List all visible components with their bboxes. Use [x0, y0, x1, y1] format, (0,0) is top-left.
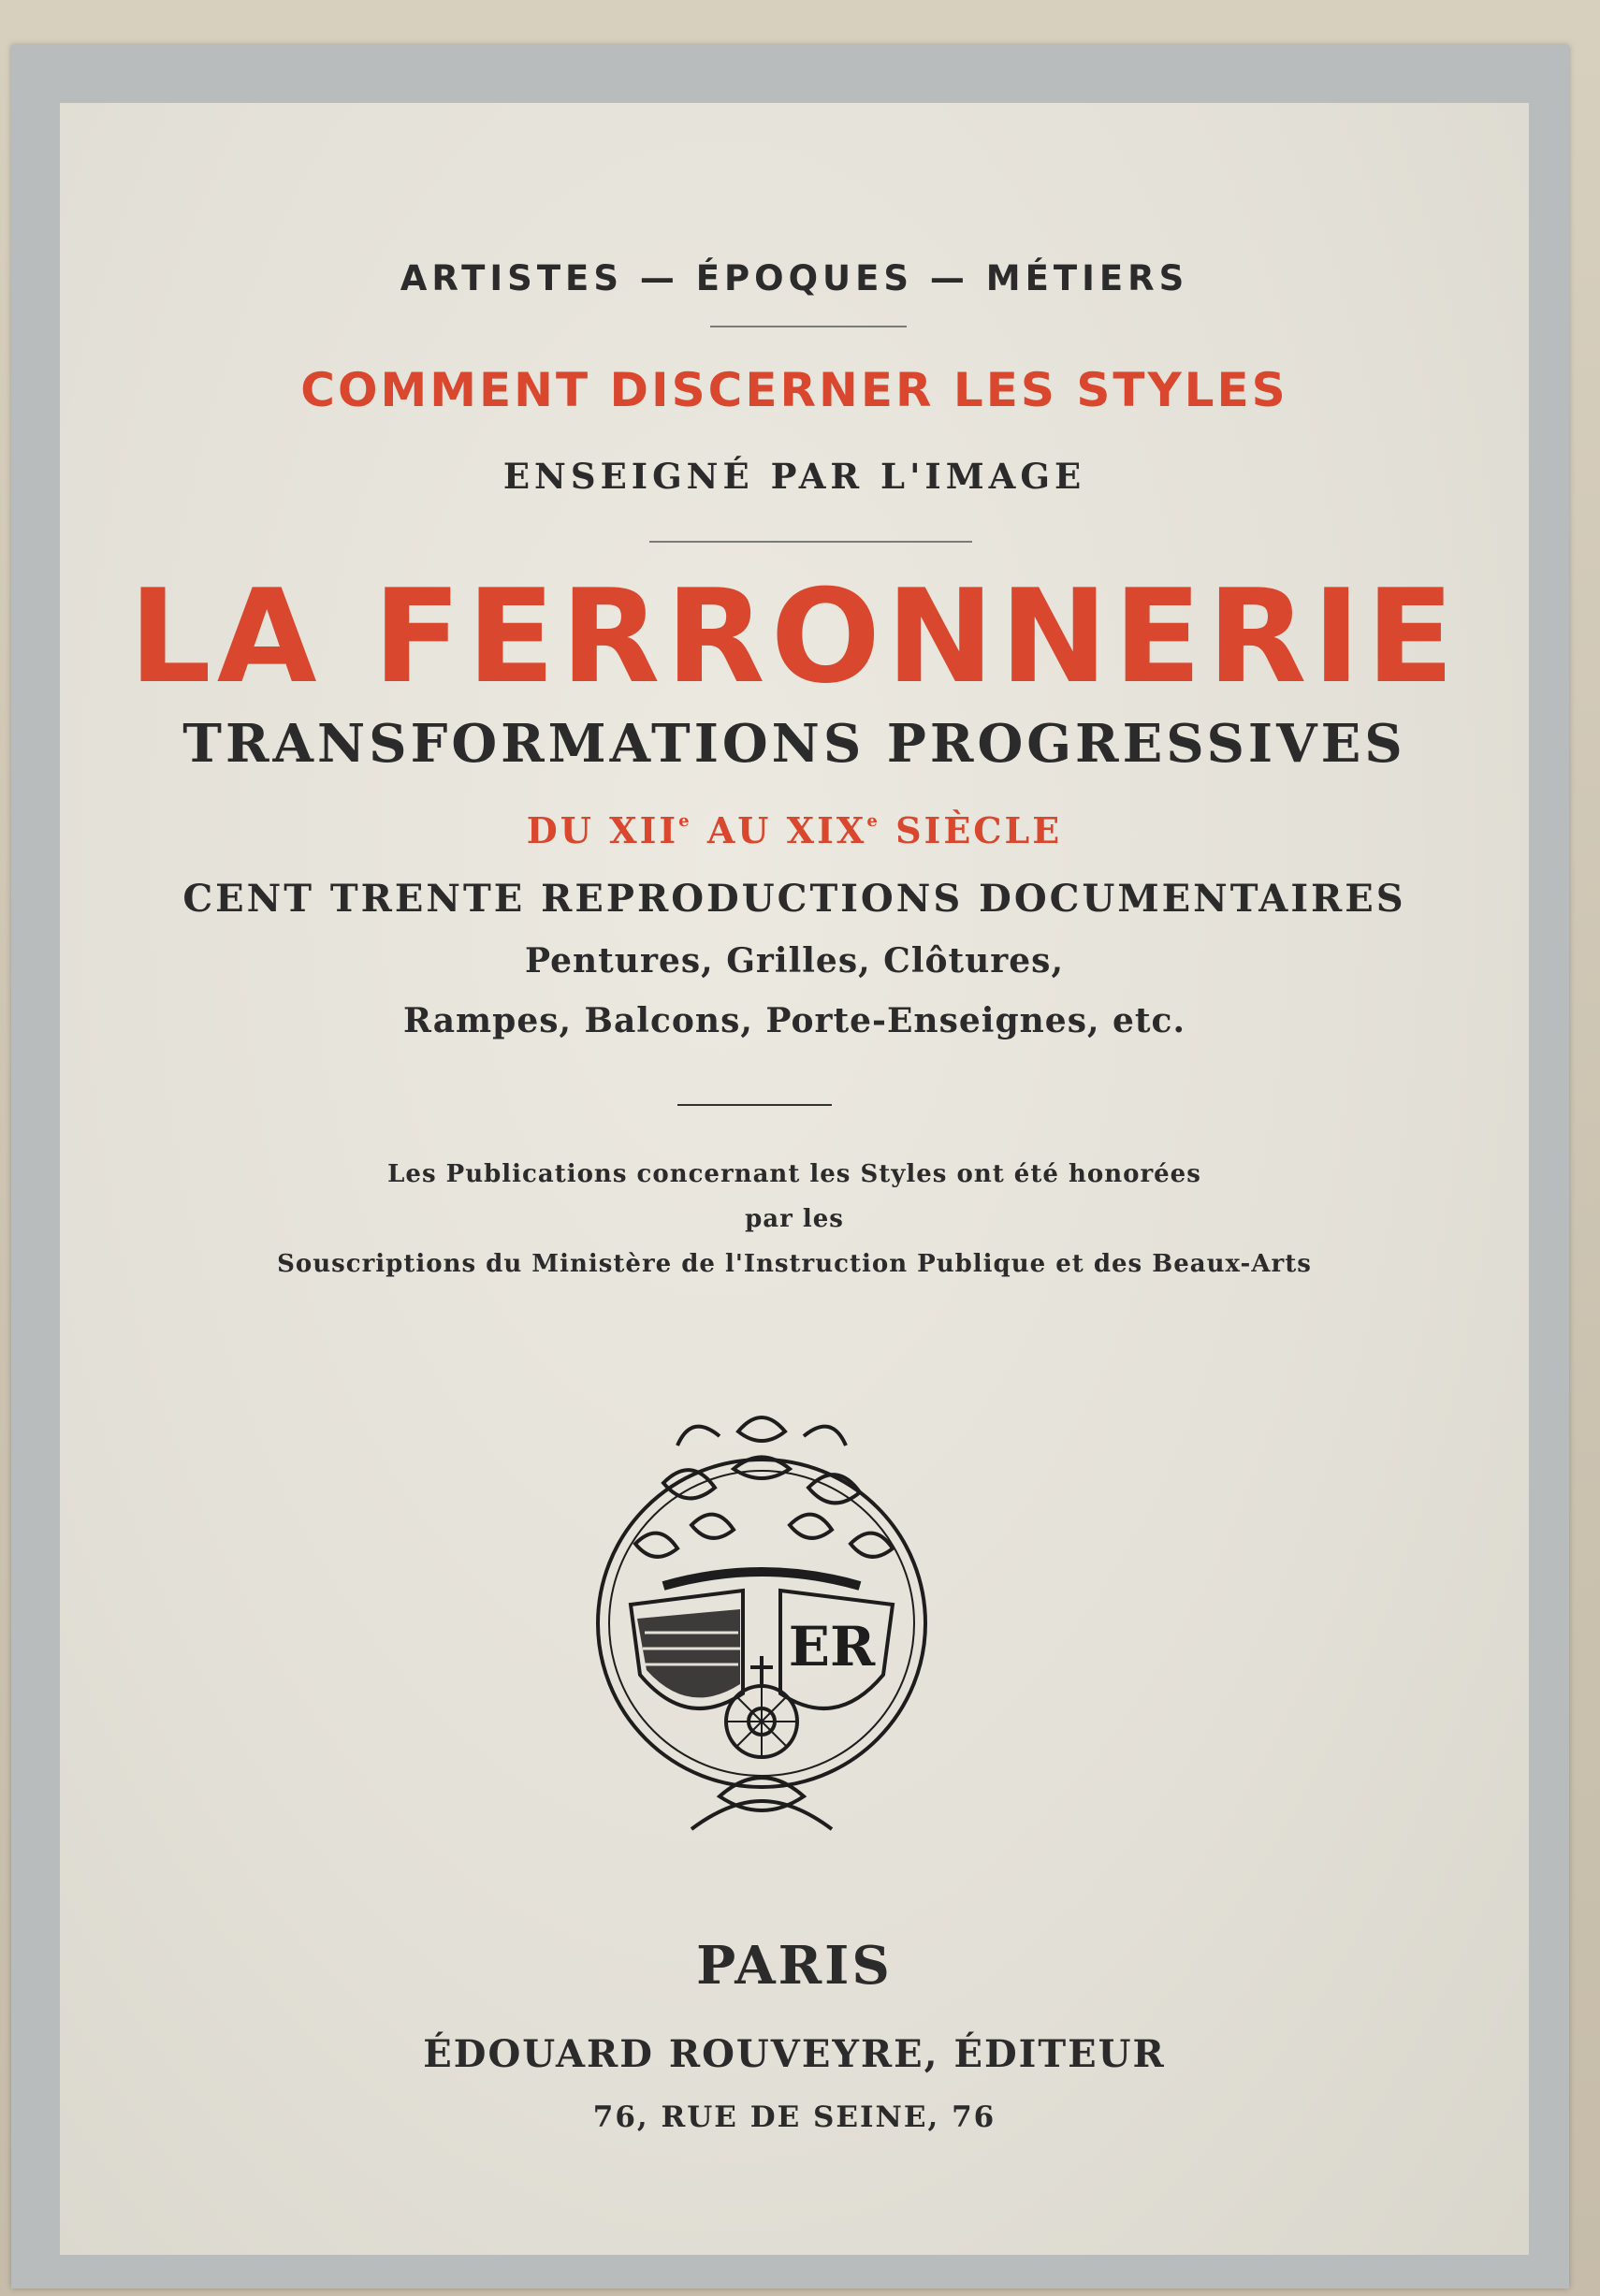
publisher-emblem-icon: [579, 1394, 944, 1853]
divider-short: [677, 1104, 832, 1106]
title-page: [60, 103, 1529, 2255]
period-middle-sup: e: [866, 811, 880, 831]
notice-line-2: par les: [745, 1205, 844, 1233]
divider-top: [710, 326, 907, 327]
subtitle-red: COMMENT DISCERNER LES STYLES: [300, 363, 1288, 417]
page-title: LA FERRONNERIE: [128, 561, 1461, 712]
period-prefix: DU XII: [526, 809, 679, 851]
subtitle-dark: ENSEIGNÉ PAR L'IMAGE: [502, 456, 1086, 497]
reproductions-line: CENT TRENTE REPRODUCTIONS DOCUMENTAIRES: [182, 877, 1406, 921]
imprint-city: PARIS: [696, 1935, 893, 1997]
imprint-address: 76, RUE DE SEINE, 76: [592, 2100, 996, 2134]
period-suffix: SIÈCLE: [880, 809, 1063, 851]
imprint-publisher: ÉDOUARD ROUVEYRE, ÉDITEUR: [423, 2032, 1166, 2076]
period-line: [60, 809, 1529, 851]
period-middle: AU XIX: [691, 809, 867, 851]
notice-line-3: Souscriptions du Ministère de l'Instruction Publique et des Beaux-Arts: [277, 1250, 1312, 1278]
period-prefix-sup: e: [678, 811, 692, 831]
series-line: ARTISTES — ÉPOQUES — MÉTIERS: [400, 258, 1189, 298]
main-subtitle: TRANSFORMATIONS PROGRESSIVES: [182, 713, 1406, 775]
divider-middle: [649, 541, 972, 543]
book-page: [11, 45, 1569, 2289]
notice-line-1: Les Publications concernant les Styles ont été honorées: [387, 1160, 1201, 1188]
items-line-1: Pentures, Grilles, Clôtures,: [525, 941, 1064, 981]
emblem-monogram: ER: [788, 1615, 876, 1678]
items-line-2: Rampes, Balcons, Porte-Enseignes, etc.: [402, 1001, 1186, 1040]
